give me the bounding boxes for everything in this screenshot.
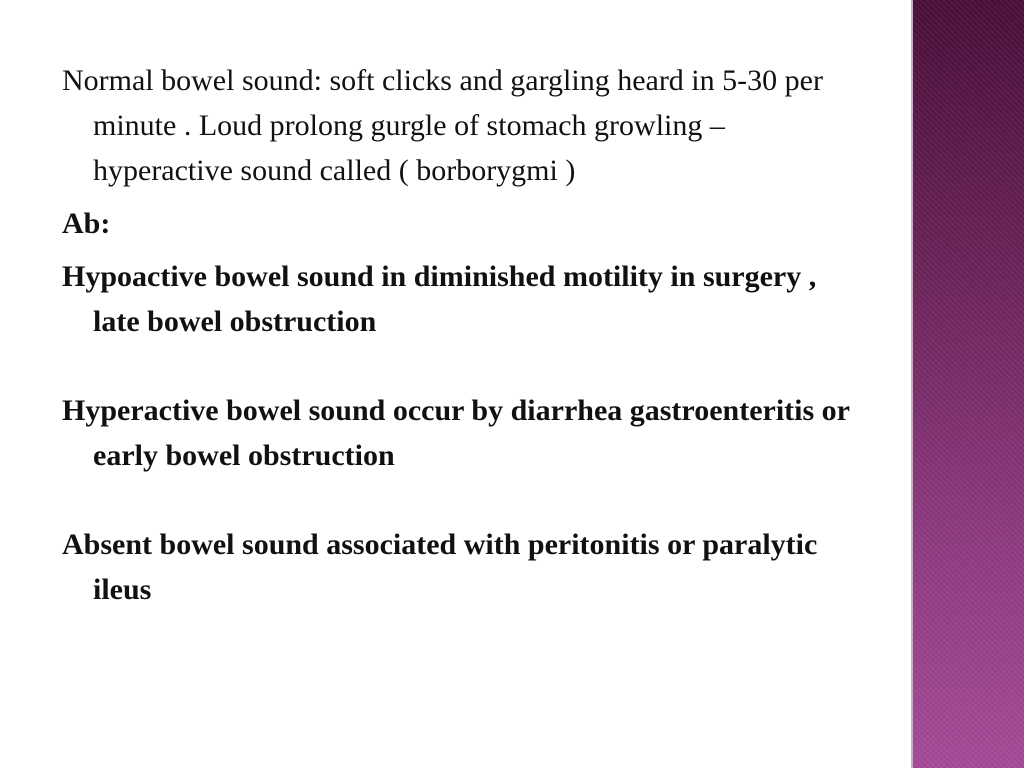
hypoactive-paragraph: Hypoactive bowel sound in diminished motility in surgery , late bowel obstruction: [62, 260, 817, 338]
paragraph-spacer: [62, 478, 862, 522]
slide-body: [62, 58, 862, 612]
hyperactive-paragraph: Hyperactive bowel sound occur by diarrhea gastroenteritis or early bowel obstruction: [62, 394, 850, 472]
paragraph-spacer: [62, 344, 862, 388]
abnormal-heading: Ab:: [62, 207, 111, 240]
decorative-side-panel: [913, 0, 1024, 768]
normal-bowel-sound-paragraph: Normal bowel sound: soft clicks and gargling heard in 5-30 per minute . Loud prolong gurgle of stomach growling – hyperactive sound called ( borborygmi ): [62, 64, 823, 187]
absent-paragraph: Absent bowel sound associated with peritonitis or paralytic ileus: [62, 528, 818, 606]
